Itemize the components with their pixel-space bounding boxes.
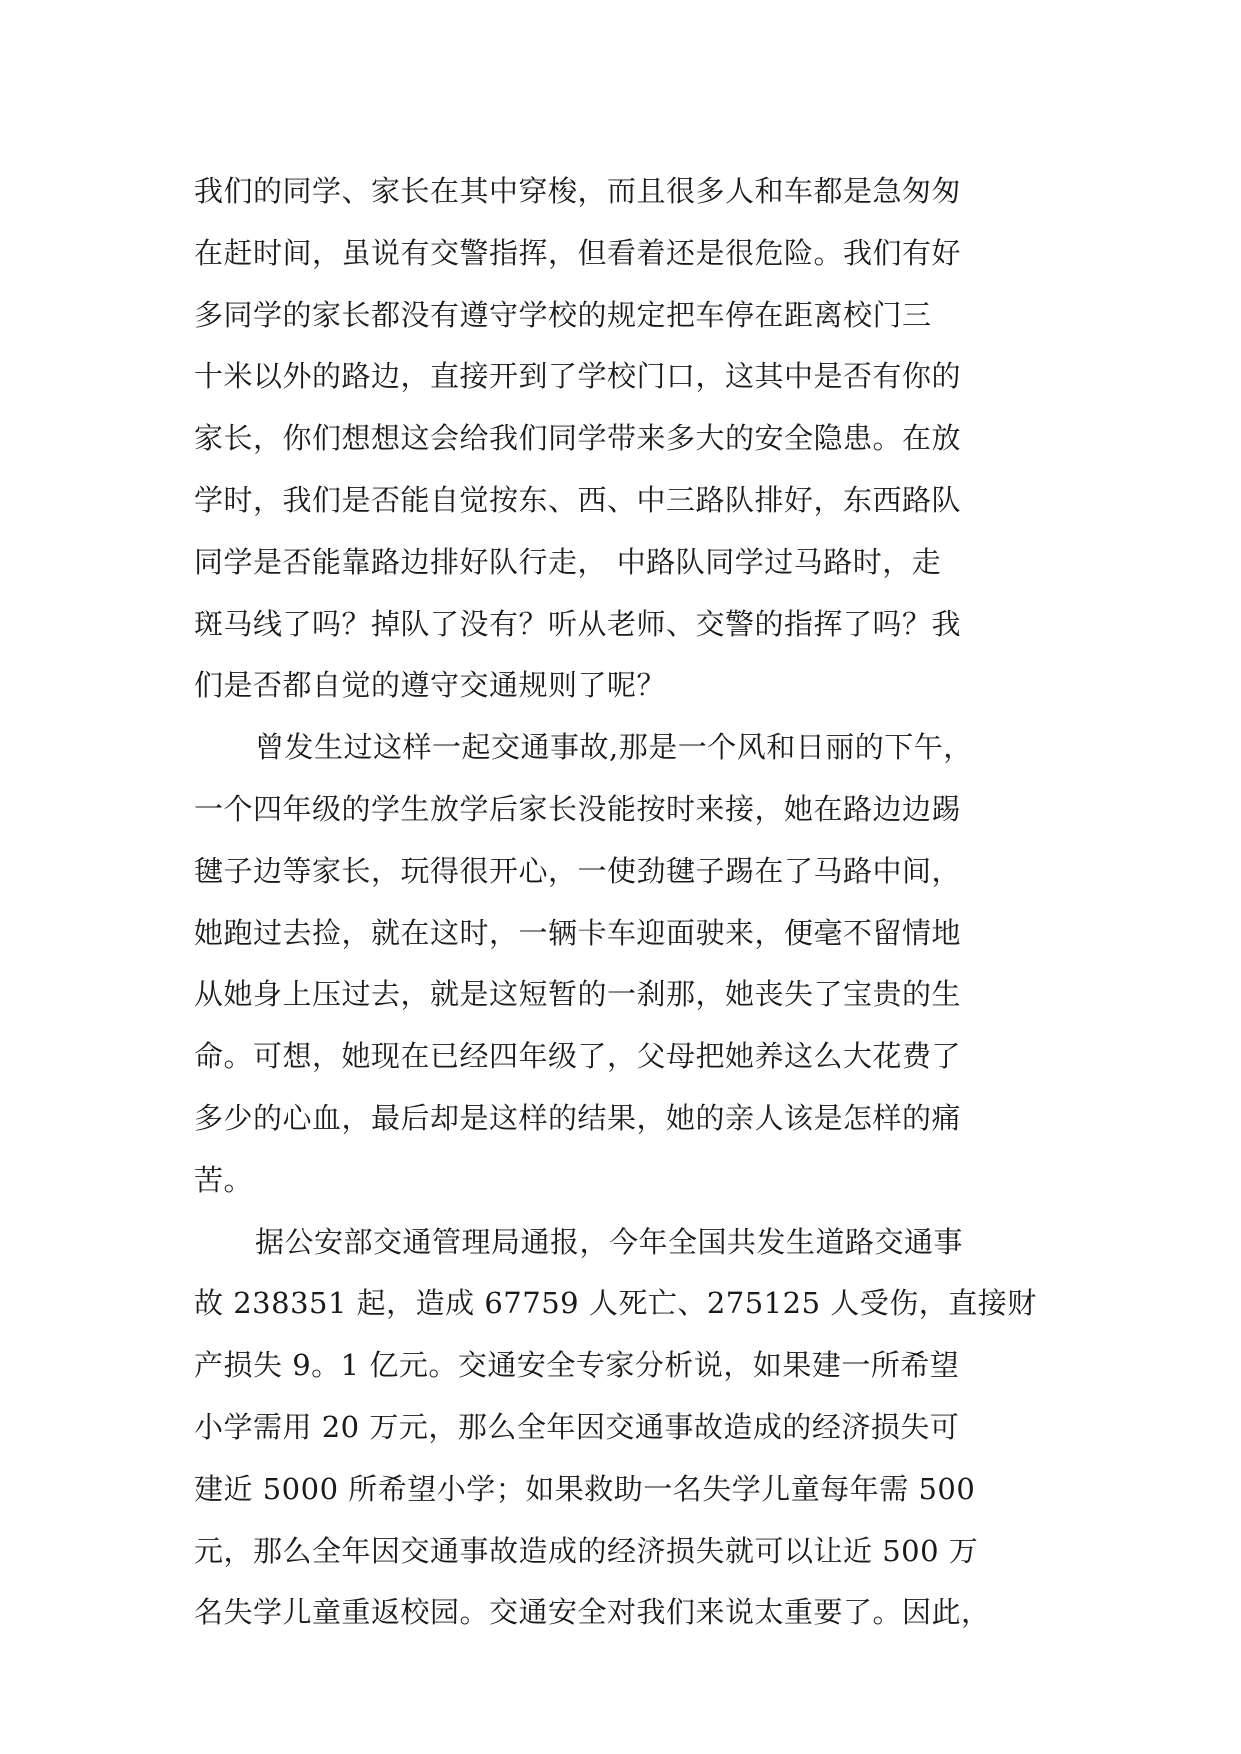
text-line: 小学需用 20 万元，那么全年因交通事故造成的经济损失可 [194,1409,960,1444]
text-line: 们是否都自觉的遵守交通规则了呢？ [194,668,667,703]
text-line: 苦。 [194,1162,254,1197]
text-line: 从她身上压过去，就是这短暂的一刹那，她丧失了宝贵的生 [194,977,962,1012]
text-line: 学时，我们是否能自觉按东、西、中三路队排好，东西路队 [194,482,962,517]
text-line: 一个四年级的学生放学后家长没能按时来接，她在路边边踢 [194,791,962,826]
text-line: 建近 5000 所希望小学；如果救助一名失学儿童每年需 500 [194,1471,976,1506]
text-line: 产损失 9。1 亿元。交通安全专家分析说，如果建一所希望 [194,1348,960,1383]
text-line: 名失学儿童重返校园。交通安全对我们来说太重要了。因此， [194,1595,991,1630]
text-line: 故 238351 起，造成 67759 人死亡、275125 人受伤，直接财 [194,1286,1037,1321]
text-line: 家长，你们想想这会给我们同学带来多大的安全隐患。在放 [194,421,962,456]
text-line: 多少的心血，最后却是这样的结果，她的亲人该是怎样的痛 [194,1100,962,1135]
text-line: 同学是否能靠路边排好队行走， 中路队同学过马路时，走 [194,544,942,579]
text-line: 元，那么全年因交通事故造成的经济损失就可以让近 500 万 [194,1533,979,1568]
text-line: 毽子边等家长，玩得很开心，一使劲毽子踢在了马路中间， [194,853,962,888]
text-line: 命。可想，她现在已经四年级了，父母把她养这么大花费了 [194,1039,962,1074]
text-line: 斑马线了吗？掉队了没有？听从老师、交警的指挥了吗？我 [194,606,962,641]
paragraph-start-line: 曾发生过这样一起交通事故,那是一个风和日丽的下午， [255,730,973,765]
text-line: 多同学的家长都没有遵守学校的规定把车停在距离校门三 [194,297,932,332]
text-line: 在赶时间，虽说有交警指挥，但看着还是很危险。我们有好 [194,235,962,270]
text-line: 十米以外的路边，直接开到了学校门口，这其中是否有你的 [194,359,962,394]
text-line: 我们的同学、家长在其中穿梭，而且很多人和车都是急匆匆 [194,174,962,208]
paragraph-start-line: 据公安部交通管理局通报，今年全国共发生道路交通事 [255,1224,964,1259]
text-line: 她跑过去捡，就在这时，一辆卡车迎面驶来，便毫不留情地 [194,915,962,950]
body-text [194,161,1054,1644]
